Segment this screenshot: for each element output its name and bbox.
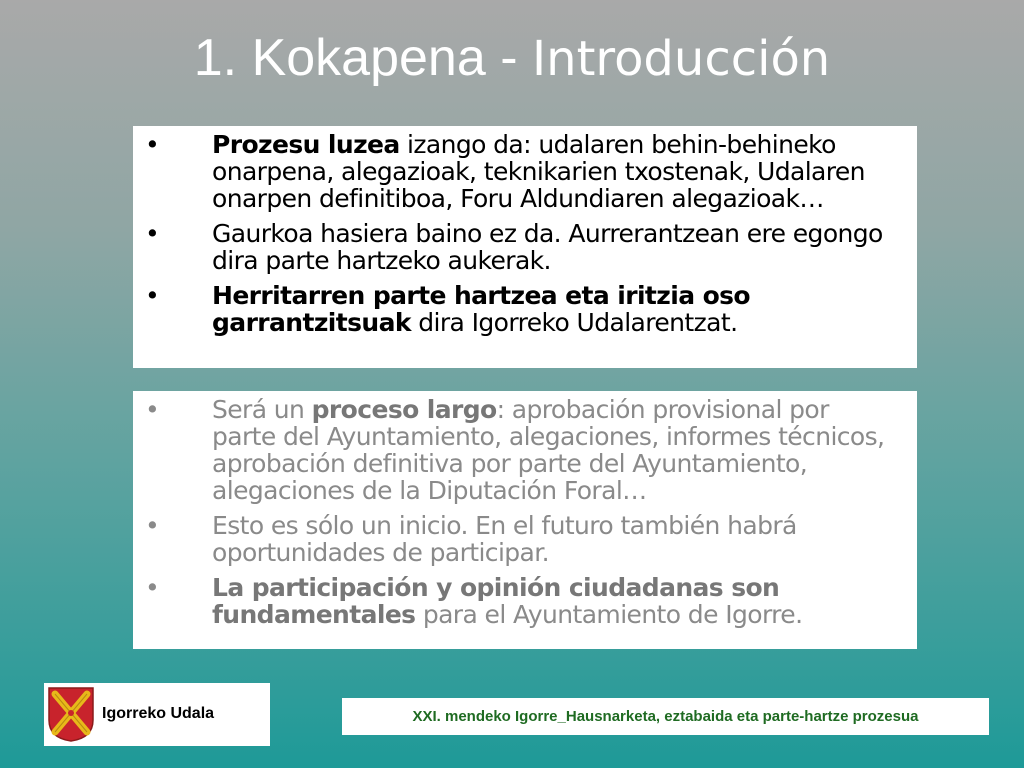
basque-item-3-bold: Herritarren parte hartzea eta iritzia oso garrantzitsuak xyxy=(212,281,750,337)
municipal-logo-label: Igorreko Udala xyxy=(102,705,215,722)
spanish-bullet-item-1 xyxy=(133,396,917,504)
basque-bullet-list xyxy=(133,126,917,336)
coat-of-arms-icon xyxy=(47,686,95,743)
spanish-bullet-list xyxy=(133,391,917,628)
basque-bullet-item-3 xyxy=(133,282,917,336)
bullet-icon: • xyxy=(145,511,160,540)
footer-caption-box xyxy=(342,698,989,735)
spanish-item-3-bold: La participación y opinión ciudadanas son fundamentales xyxy=(212,573,780,629)
basque-bullet-item-1 xyxy=(133,131,917,212)
slide-title xyxy=(0,30,1024,87)
spanish-bullet-item-3 xyxy=(133,574,917,628)
bullet-icon: • xyxy=(145,130,160,159)
footer-caption: XXI. mendeko Igorre_Hausnarketa, eztabaida eta parte-hartze prozesua xyxy=(412,708,919,725)
spanish-bullet-item-2 xyxy=(133,512,917,566)
slide-title-part2: Introducción xyxy=(531,31,831,87)
spanish-item-1-bold: proceso largo xyxy=(311,395,497,424)
bullet-icon: • xyxy=(145,219,160,248)
bullet-icon: • xyxy=(145,573,160,602)
bullet-icon: • xyxy=(145,281,160,310)
basque-item-1-bold: Prozesu luzea xyxy=(212,130,400,159)
bullet-icon: • xyxy=(145,395,160,424)
basque-bullet-item-2 xyxy=(133,220,917,274)
slide-title-part1: 1. Kokapena - xyxy=(193,29,532,87)
spanish-text-box xyxy=(133,391,917,649)
spanish-item-3-text: para el Ayuntamiento de Igorre. xyxy=(415,600,803,629)
spanish-item-1-pre: Será un xyxy=(212,395,312,424)
municipal-logo-box xyxy=(44,683,270,746)
basque-text-box xyxy=(133,126,917,368)
basque-item-2-text: Gaurkoa hasiera baino ez da. Aurrerantzean ere egongo dira parte hartzeko aukerak. xyxy=(212,219,883,275)
basque-item-1-text: izango da: udalaren behin-behineko onarpena, alegazioak, teknikarien txostenak, Udalaren onarpen definitiboa, Foru Aldundiaren alegazioak… xyxy=(212,130,865,213)
spanish-item-1-text: : aprobación provisional por parte del Ayuntamiento, alegaciones, informes técnicos, aprobación definitiva por parte del Ayuntamiento, alegaciones de la Diputación Foral… xyxy=(212,395,885,505)
basque-item-3-text: dira Igorreko Udalarentzat. xyxy=(410,308,738,337)
spanish-item-2-text: Esto es sólo un inicio. En el futuro también habrá oportunidades de participar. xyxy=(212,511,797,567)
